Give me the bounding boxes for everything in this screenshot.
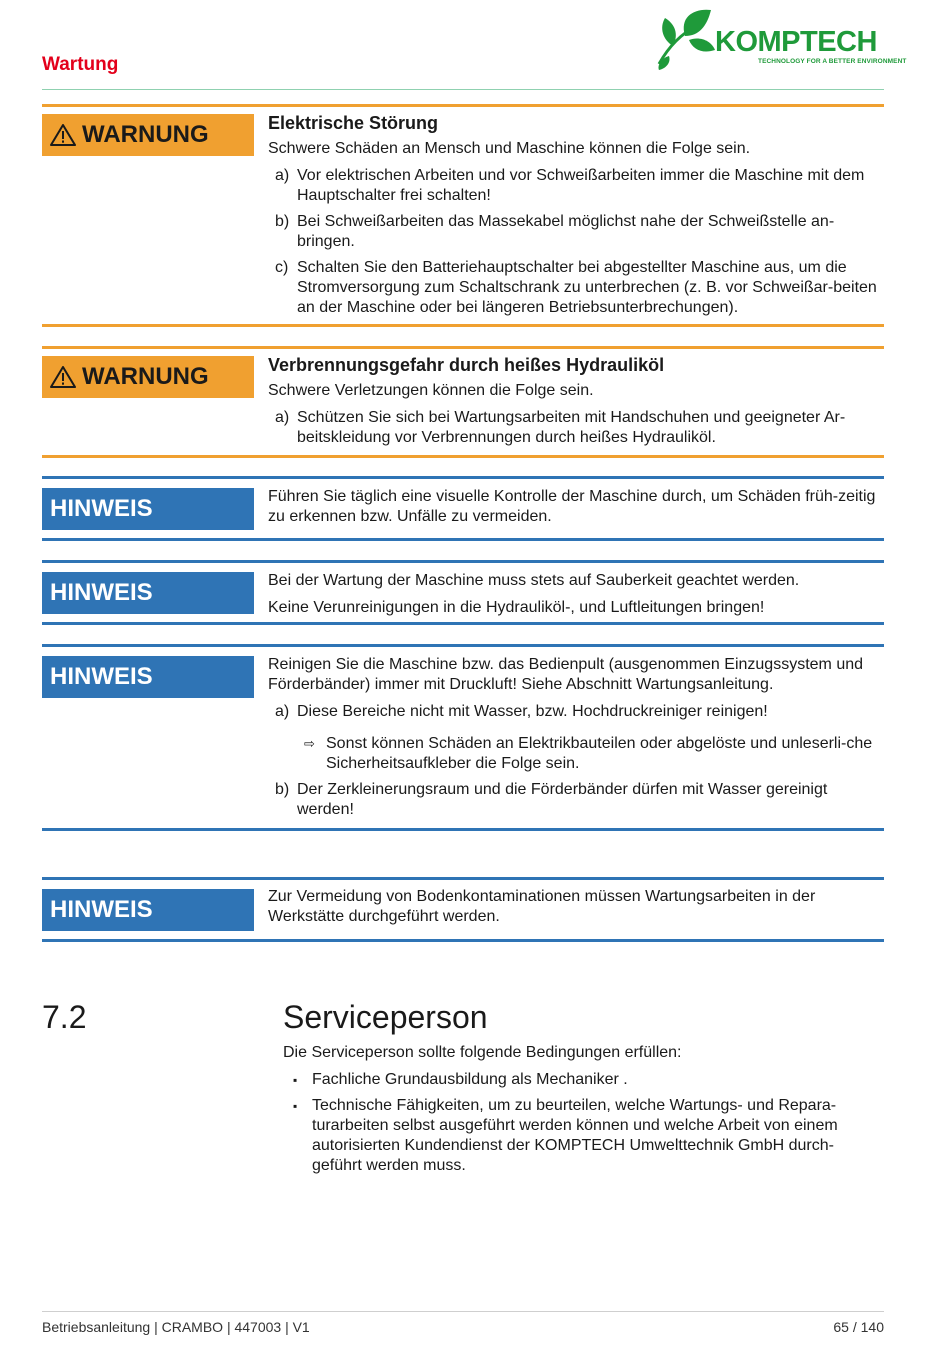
- bullet-item: [283, 1096, 883, 1176]
- footer-document-info: Betriebsanleitung | CRAMBO | 447003 | V1: [42, 1319, 310, 1335]
- list-marker: c): [275, 259, 289, 276]
- bullet-marker: ▪: [293, 1073, 298, 1087]
- notice-content: [268, 571, 880, 625]
- footer-divider: [42, 1311, 884, 1312]
- notice-label: HINWEIS: [42, 656, 254, 698]
- bullet-item: [283, 1070, 883, 1090]
- warning-intro: Schwere Verletzungen können die Folge sein.: [268, 382, 594, 399]
- notice-text: Führen Sie täglich eine visuelle Kontrolle der Maschine durch, um Schäden früh-zeitig zu erkennen bzw. Unfälle zu vermeiden.: [268, 488, 876, 525]
- notice-box-cleanliness: [42, 560, 884, 626]
- list-item: [268, 212, 880, 252]
- notice-bottom-rule: [42, 622, 884, 625]
- logo-tagline: TECHNOLOGY FOR A BETTER ENVIRONMENT: [758, 58, 907, 65]
- warning-label: [42, 356, 254, 398]
- notice-content: [268, 487, 880, 534]
- warning-content: [268, 113, 880, 324]
- warning-label: [42, 114, 254, 156]
- warning-top-rule: [42, 104, 884, 107]
- notice-content: [268, 887, 880, 934]
- notice-bottom-rule: [42, 939, 884, 942]
- notice-label: HINWEIS: [42, 889, 254, 931]
- list-item: [268, 258, 880, 318]
- warning-title: Verbrennungsgefahr durch heißes Hydrauliköl: [268, 355, 665, 375]
- list-text: Diese Bereiche nicht mit Wasser, bzw. Hochdruckreiniger reinigen!: [297, 703, 768, 720]
- list-text: Schalten Sie den Batteriehauptschalter bei abgestellter Maschine aus, um die Stromversorgung zum Schaltschrank zu unterbrechen (z. B. vor Schweißar-beiten an der Maschine oder bei längeren Betriebsunterbrechungen).: [297, 259, 877, 316]
- notice-label: HINWEIS: [42, 488, 254, 530]
- warning-triangle-icon: [50, 365, 76, 389]
- notice-box-soil-contamination: [42, 877, 884, 943]
- section-title: Wartung: [42, 54, 119, 75]
- result-text: Sonst können Schäden an Elektrikbauteilen oder abgelöste und unleserli-che Sicherheitsaufkleber die Folge sein.: [326, 735, 873, 772]
- notice-content: [268, 655, 880, 826]
- warning-intro: Schwere Schäden an Mensch und Maschine können die Folge sein.: [268, 140, 751, 157]
- list-marker: b): [275, 781, 290, 798]
- notice-top-rule: [42, 644, 884, 647]
- list-marker: a): [275, 167, 290, 184]
- chapter-number: 7.2: [42, 999, 87, 1035]
- bullet-text: Fachliche Grundausbildung als Mechaniker .: [312, 1071, 628, 1088]
- warning-content: [268, 355, 880, 454]
- notice-box-compressed-air: [42, 644, 884, 834]
- notice-top-rule: [42, 877, 884, 880]
- logo-wordmark: KOMPTECH: [715, 26, 877, 58]
- warning-label-text: WARNUNG: [82, 121, 209, 148]
- notice-label: HINWEIS: [42, 572, 254, 614]
- notice-bottom-rule: [42, 828, 884, 831]
- list-marker: b): [275, 213, 290, 230]
- warning-title: Elektrische Störung: [268, 113, 439, 133]
- list-item: [268, 702, 880, 722]
- list-marker: a): [275, 703, 290, 720]
- bullet-text: Technische Fähigkeiten, um zu beurteilen, welche Wartungs- und Repara-turarbeiten selbst ausgeführt werden können und welche Arbeit von einem autorisierten Kundendienst der KOMPTECH Umwelttechnik GmbH durch-geführt werden muss.: [312, 1097, 838, 1174]
- list-text: Der Zerkleinerungsraum und die Förderbänder dürfen mit Wasser gereinigt werden!: [297, 781, 828, 818]
- result-arrow-icon: ⇨: [304, 736, 315, 751]
- list-text: Bei Schweißarbeiten das Massekabel möglichst nahe der Schweißstelle an-bringen.: [297, 213, 835, 250]
- notice-top-rule: [42, 560, 884, 563]
- list-marker: a): [275, 409, 290, 426]
- warning-bottom-rule: [42, 455, 884, 458]
- bullet-marker: ▪: [293, 1099, 298, 1113]
- warning-box-hydraulic: [42, 346, 884, 458]
- notice-text: Keine Verunreinigungen in die Hydrauliköl-, und Luftleitungen bringen!: [268, 599, 765, 616]
- warning-top-rule: [42, 346, 884, 349]
- list-item: [268, 166, 880, 206]
- warning-triangle-icon: [50, 123, 76, 147]
- notice-top-rule: [42, 476, 884, 479]
- warning-label-text: WARNUNG: [82, 363, 209, 390]
- notice-box-daily-check: [42, 476, 884, 542]
- list-item: [268, 408, 880, 448]
- chapter-intro: Die Serviceperson sollte folgende Bedingungen erfüllen:: [283, 1044, 682, 1061]
- warning-box-electrical: [42, 104, 884, 328]
- notice-bottom-rule: [42, 538, 884, 541]
- chapter-title: Serviceperson: [283, 999, 488, 1035]
- notice-text: Reinigen Sie die Maschine bzw. das Bedienpult (ausgenommen Einzugssystem und Förderbänder) immer mit Druckluft! Siehe Abschnitt Wartungsanleitung.: [268, 656, 864, 693]
- footer-page-number: 65 / 140: [833, 1319, 884, 1335]
- list-item: [268, 780, 880, 820]
- leaf-logo-icon: [655, 6, 717, 70]
- chapter-body: [283, 1043, 883, 1182]
- list-text: Vor elektrischen Arbeiten und vor Schweißarbeiten immer die Maschine mit dem Hauptschalter frei schalten!: [297, 167, 865, 204]
- result-item: [268, 734, 880, 774]
- header-divider: [42, 89, 884, 90]
- list-text: Schützen Sie sich bei Wartungsarbeiten mit Handschuhen und geeigneter Ar-beitskleidung vor Verbrennungen durch heißes Hydrauliköl.: [297, 409, 846, 446]
- notice-text: Bei der Wartung der Maschine muss stets auf Sauberkeit geachtet werden.: [268, 572, 800, 589]
- notice-text: Zur Vermeidung von Bodenkontaminationen müssen Wartungsarbeiten in der Werkstätte durchgeführt werden.: [268, 888, 816, 925]
- warning-bottom-rule: [42, 324, 884, 327]
